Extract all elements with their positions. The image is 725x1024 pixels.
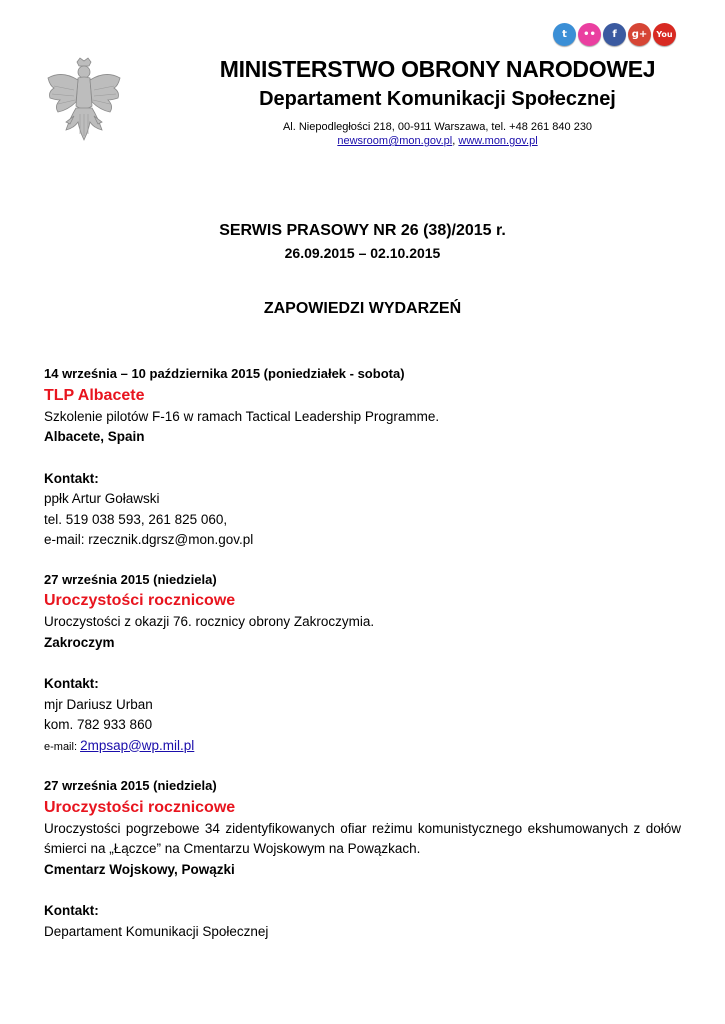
contact-email [44, 736, 681, 758]
contact-person: Departament Komunikacji Społecznej [44, 923, 269, 939]
contact-phone: tel. 519 038 593, 261 825 060, [44, 511, 228, 527]
contact-label: Kontakt: [44, 470, 99, 486]
contact-email: e-mail: rzecznik.dgrsz@mon.gov.pl [44, 532, 254, 547]
contact-label: Kontakt: [44, 903, 99, 918]
link-separator: , [452, 135, 459, 147]
event-place: Cmentarz Wojskowy, Powązki [44, 861, 235, 877]
contact-label: Kontakt: [44, 676, 99, 691]
events-list [44, 364, 681, 942]
event-item [44, 570, 681, 758]
event-title: Uroczystości rocznicowe [44, 798, 236, 816]
event-place: Zakroczym [44, 634, 115, 650]
contact-email-label: e-mail: [44, 740, 81, 753]
newsroom-email-link[interactable]: newsroom@mon.gov.pl [337, 135, 453, 147]
contact-email-link[interactable]: 2mpsap@wp.mil.pl [80, 737, 195, 753]
press-service-dates: 26.09.2015 – 02.10.2015 [284, 245, 441, 261]
website-link[interactable]: www.mon.gov.pl [458, 135, 538, 147]
press-service-heading [0, 221, 725, 263]
contact-phone: kom. 782 933 860 [44, 717, 153, 732]
twitter-icon[interactable]: t [553, 23, 576, 46]
event-date: 14 września – 10 października 2015 (poniedziałek - sobota) [44, 366, 405, 381]
event-item [44, 364, 681, 551]
contact-person: ppłk Artur Goławski [44, 491, 160, 506]
department-name: Departament Komunikacji Społecznej [259, 88, 616, 110]
youtube-icon[interactable]: You [653, 23, 676, 46]
event-title: Uroczystości rocznicowe [44, 592, 236, 609]
press-service-title: SERWIS PRASOWY NR 26 (38)/2015 r. [219, 222, 506, 239]
event-date: 27 września 2015 (niedziela) [44, 778, 217, 793]
section-title: ZAPOWIEDZI WYDARZEŃ [263, 300, 462, 317]
event-description: Szkolenie pilotów F-16 w ramach Tactical Leadership Programme. [44, 408, 440, 424]
event-item [44, 776, 681, 942]
letterhead [150, 55, 725, 148]
event-description: Uroczystości pogrzebowe 34 zidentyfikowanych ofiar reżimu komunistycznego ekshumowanych z dołów śmierci na „Łączce” na Cmentarzu Wojskowym na Powązkach. [44, 820, 681, 856]
event-date: 27 września 2015 (niedziela) [44, 571, 217, 587]
social-links [553, 23, 676, 46]
contact-person: mjr Dariusz Urban [44, 696, 153, 712]
contact-links [150, 134, 725, 148]
ministry-title: MINISTERSTWO OBRONY NARODOWEJ [219, 56, 656, 82]
flickr-icon[interactable]: •• [578, 23, 601, 46]
event-place: Albacete, Spain [44, 429, 145, 444]
event-title: TLP Albacete [44, 386, 145, 404]
facebook-icon[interactable]: f [603, 23, 626, 46]
googleplus-icon[interactable]: g+ [628, 23, 651, 46]
eagle-emblem-icon [44, 56, 124, 142]
event-description: Uroczystości z okazji 76. rocznicy obrony Zakroczymia. [44, 614, 375, 629]
address-line: Al. Niepodległości 218, 00-911 Warszawa, tel. +48 261 840 230 [282, 121, 593, 133]
